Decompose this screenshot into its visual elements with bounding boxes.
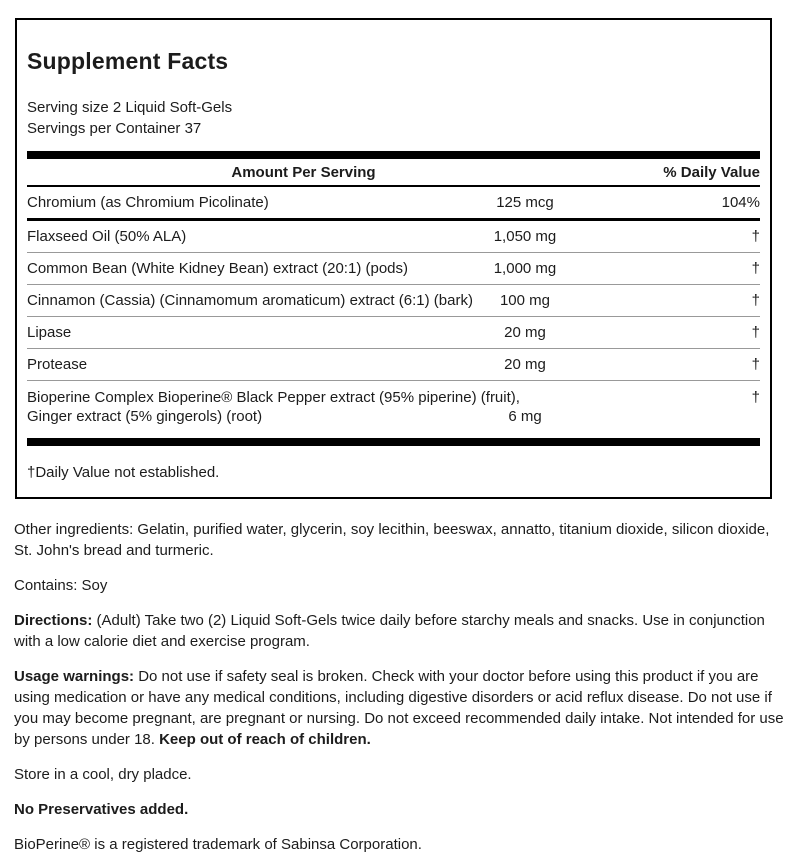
ingredient-name: Protease: [27, 356, 88, 373]
serving-size: Serving size 2 Liquid Soft-Gels: [27, 99, 233, 116]
divider-thick-top: [27, 151, 760, 159]
no-preservatives: No Preservatives added.: [14, 801, 189, 818]
ingredient-name: Flaxseed Oil (50% ALA): [27, 228, 187, 245]
daily-value-header: % Daily Value: [663, 164, 760, 181]
other-ingredients: Other ingredients: Gelatin, purified water, glycerin, soy lecithin, beeswax, annatto, titanium dioxide, silicon dioxide, St. John's bread and turmeric.: [14, 521, 770, 559]
supplement-label-page: [0, 18, 800, 858]
amount-per-serving-header: Amount Per Serving: [231, 164, 376, 181]
ingredient-amount: 1,000 mg: [493, 260, 557, 277]
ingredient-name: Common Bean (White Kidney Bean) extract (20:1) (pods): [27, 260, 408, 277]
ingredient-amount: 20 mg: [504, 356, 546, 373]
ingredient-daily-value: †: [751, 260, 760, 277]
daily-value-footnote: †Daily Value not established.: [27, 464, 220, 481]
supplement-facts-panel: [15, 18, 772, 499]
bioperine-line-1: [27, 388, 760, 407]
ingredient-amount: 6 mg: [508, 408, 542, 425]
divider-thick-bottom: [27, 438, 760, 446]
ingredient-name: Chromium (as Chromium Picolinate): [27, 194, 269, 211]
ingredient-amount: 20 mg: [504, 324, 546, 341]
servings-per-container: Servings per Container 37: [27, 120, 202, 137]
panel-title: Supplement Facts: [27, 48, 229, 74]
usage-warnings-bold-end: Keep out of reach of children.: [159, 731, 371, 748]
usage-warnings-text: Do not use if safety seal is broken. Check with your doctor before using this product if you are using medication or have any medical conditions, including digestive disorders or acid reflux disease. Do not use if you may become pregnant, are pregnant or nursing. Do not exceed recommended daily intake. Not intended for use by persons under 18.: [14, 668, 784, 748]
directions-text: (Adult) Take two (2) Liquid Soft-Gels twice daily before starchy meals and snacks. Use in conjunction with a low calorie diet and exercise program.: [14, 612, 765, 650]
directions: [14, 610, 788, 652]
ingredient-daily-value: 104%: [721, 194, 760, 211]
ingredient-name: Bioperine Complex Bioperine® Black Pepper extract (95% piperine) (fruit),: [27, 389, 520, 406]
ingredient-name: Lipase: [27, 324, 72, 341]
directions-label: Directions:: [14, 612, 93, 629]
table-row-protease: [27, 349, 760, 380]
bioperine-line-2: [27, 407, 760, 426]
table-header-row: [27, 159, 760, 185]
ingredient-daily-value: †: [751, 356, 760, 373]
table-row-common-bean: [27, 253, 760, 284]
table-row-bioperine-complex: [27, 381, 760, 433]
contains-statement: Contains: Soy: [14, 577, 108, 594]
table-row-cinnamon: [27, 285, 760, 316]
ingredient-daily-value: †: [751, 389, 760, 406]
ingredient-daily-value: †: [751, 324, 760, 341]
ingredient-name: Ginger extract (5% gingerols) (root): [27, 408, 263, 425]
usage-warnings-label: Usage warnings:: [14, 668, 135, 685]
ingredient-amount: 100 mg: [499, 292, 551, 309]
table-row-flaxseed: [27, 221, 760, 252]
trademark-note: BioPerine® is a registered trademark of Sabinsa Corporation.: [14, 836, 422, 853]
ingredient-amount: 125 mcg: [496, 194, 554, 211]
ingredient-name: Cinnamon (Cassia) (Cinnamomum aromaticum) extract (6:1) (bark): [27, 292, 473, 309]
usage-warnings: [14, 666, 788, 750]
ingredient-amount: 1,050 mg: [493, 228, 557, 245]
ingredient-daily-value: †: [751, 228, 760, 245]
table-row-chromium: [27, 187, 760, 218]
table-row-lipase: [27, 317, 760, 348]
ingredient-daily-value: †: [751, 292, 760, 309]
storage-instruction: Store in a cool, dry pladce.: [14, 766, 192, 783]
label-details: [14, 519, 788, 855]
